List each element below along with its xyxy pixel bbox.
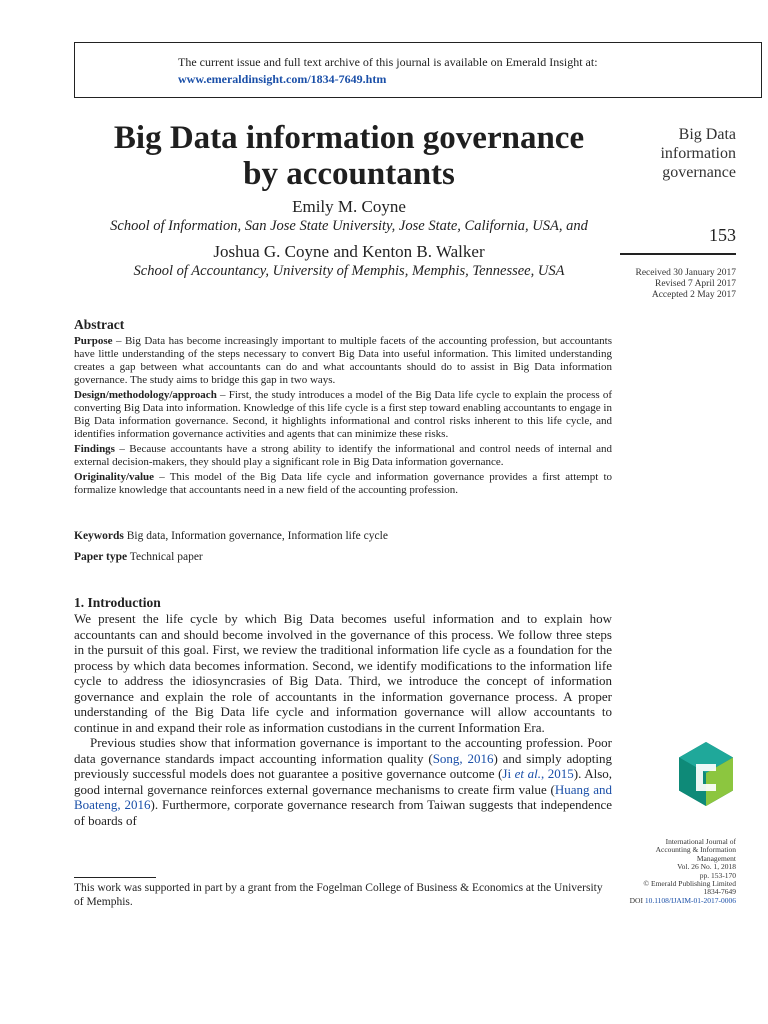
keywords-label: Keywords (74, 530, 124, 542)
design-label: Design/methodology/approach (74, 389, 217, 401)
purpose-label: Purpose (74, 335, 113, 347)
running-head (660, 125, 736, 182)
article-history (635, 268, 736, 301)
revised-date: Revised 7 April 2017 (654, 279, 736, 289)
citation-ji-2015[interactable] (502, 766, 573, 781)
citation-huang-boateng-2016[interactable]: Huang and Boateng, 2016 (74, 781, 612, 812)
abstract-originality (74, 471, 612, 497)
authors-2-line (74, 242, 624, 262)
intro-paragraph-2 (74, 735, 612, 828)
intro-paragraph-1: We present the life cycle by which Big Data becomes useful information and to explain how accountants can and should become involved in the governance of this process. We follow three steps in the pursuit of this goal. First, we review the traditional information life cycle as a foundation for the process by which data becomes information. Second, we identify modifications to the information life cycle to address the idiosyncrasies of Big Data. Third, we introduce the concept of information governance and explain the role of accountants in the information governance process. A proper understanding of the Big Data life cycle and information governance will allow accountants to continue in and expand their role as information custodians in the current Information Era. (74, 611, 612, 735)
author-3: Kenton B. Walker (362, 242, 485, 261)
affiliation-1: School of Information, San Jose State University, Jose State, California, USA, and (110, 218, 588, 234)
journal-issn: 1834-7649 (703, 887, 736, 897)
funding-footnote: This work was supported in part by a grant from the Fogelman College of Business & Economics at the University of Memphis. (74, 882, 603, 908)
findings-text: – Because accountants have a strong ability to identify the informational and control needs of internal and external decision-makers, they should play a significant role in Big Data information governance. (74, 443, 612, 468)
emerald-logo-icon (676, 740, 736, 808)
title-line-1: Big Data information governance (113, 120, 585, 156)
findings-label: Findings (74, 443, 115, 455)
originality-label: Originality/value (74, 471, 155, 483)
author-conjunction: and (333, 242, 358, 261)
paper-type-text: Technical paper (127, 551, 203, 563)
journal-name: Management (696, 853, 736, 863)
page-number: 153 (709, 225, 736, 245)
sidebar-divider (620, 253, 736, 255)
abstract-design (74, 389, 612, 441)
doi-label: DOI (629, 895, 645, 905)
citation-song-2016[interactable]: Song, 2016 (432, 750, 494, 766)
journal-volume: Vol. 26 No. 1, 2018 (677, 862, 736, 872)
journal-name: International Journal of (665, 837, 736, 846)
running-head-line: Big Data (678, 126, 736, 143)
citation-author: Ji (502, 766, 515, 781)
abstract-heading: Abstract (74, 317, 125, 332)
journal-name: Accounting & Information (655, 845, 736, 855)
intro-text: ). Also, good internal governance reinforces external governance mechanisms to create firm value ( (74, 766, 613, 797)
title-line-2: by accountants (243, 156, 455, 192)
purpose-text: – Big Data has become increasingly important to multiple facets of the accounting profession, but accountants have little understanding of the steps necessary to convert Big Data into useful information. This limited understanding creates a gap between what accountants can do and what accountants should do to assist in Big Data information governance. The study aims to bridge this gap in two ways. (74, 335, 612, 386)
citation-year: , 2015 (540, 766, 574, 781)
author-1: Emily M. Coyne (292, 197, 406, 216)
design-text: – First, the study introduces a model of the Big Data life cycle to explain the process of converting Big Data into information. Knowledge of this life cycle is a first step toward enabling accountants to engage in Big Data information governance. Second, it highlights informational and control risks inherent to this life cycle, and identifies information governance activities and agents that can minimize these risks. (74, 389, 612, 440)
originality-text: – This model of the Big Data life cycle and information governance provides a first attempt to formalize knowledge that accountants need in a new field of the accounting profession. (74, 471, 612, 496)
keywords (74, 530, 612, 542)
footnote-rule (74, 877, 156, 878)
abstract-findings (74, 443, 612, 469)
intro-text: ). Furthermore, corporate governance research from Taiwan suggests that independence of boards of (74, 797, 612, 828)
paper-type-label: Paper type (74, 551, 128, 563)
journal-availability-notice (74, 42, 762, 98)
notice-text: The current issue and full text archive of this journal is available on Emerald Insight at: (178, 55, 598, 69)
intro-text: ) and simply adopting previously successful models does not guarantee a positive governance outcome ( (74, 750, 612, 781)
journal-copyright: © Emerald Publishing Limited (643, 879, 736, 889)
intro-text: Previous studies show that information governance is important to the accounting profession. Poor data governance standards impact accounting information quality ( (74, 735, 612, 766)
received-date: Received 30 January 2017 (635, 268, 736, 278)
article-title (74, 120, 624, 192)
citation-etal: et al. (514, 766, 541, 781)
abstract-section (74, 318, 612, 499)
running-head-line: information (660, 145, 736, 162)
keywords-text: Big data, Information governance, Information life cycle (123, 530, 388, 542)
journal-doi-line (596, 897, 736, 905)
running-head-line: governance (662, 164, 736, 181)
accepted-date: Accepted 2 May 2017 (651, 290, 736, 300)
author-2: Joshua G. Coyne (213, 242, 330, 261)
abstract-purpose (74, 335, 612, 387)
intro-heading: 1. Introduction (74, 595, 161, 610)
affiliation-2: School of Accountancy, University of Memphis, Memphis, Tennessee, USA (133, 263, 565, 279)
doi-link[interactable]: 10.1108/IJAIM-01-2017-0006 (644, 895, 736, 905)
journal-citation (596, 838, 736, 905)
journal-pages: pp. 153-170 (699, 870, 736, 880)
intro-body (74, 611, 612, 828)
paper-type (74, 551, 612, 563)
journal-url-link[interactable]: www.emeraldinsight.com/1834-7649.htm (178, 72, 387, 86)
